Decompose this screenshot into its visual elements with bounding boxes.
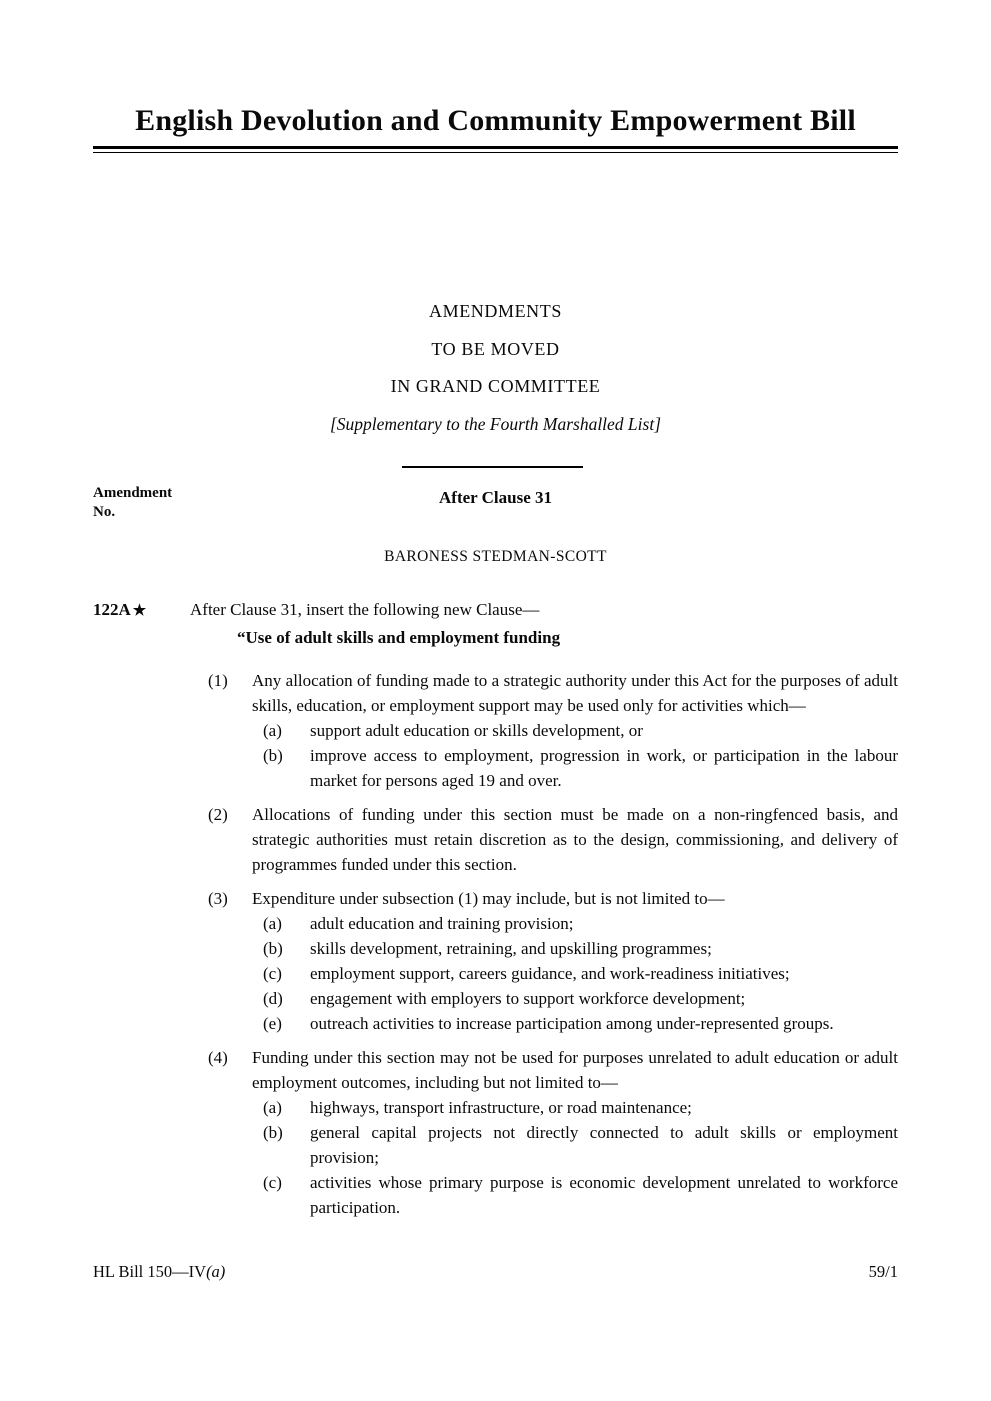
subsection-text: Allocations of funding under this section must be made on a non-ringfenced basis, and strategic authorities must retain discretion as to the design, commissioning, and delivery of programmes funded under this section. bbox=[252, 805, 898, 874]
amendment-line bbox=[93, 600, 539, 620]
subsection-number: (3) bbox=[208, 889, 228, 908]
item-number: (b) bbox=[263, 939, 283, 958]
list-item bbox=[252, 1120, 898, 1170]
bill-reference-text: HL Bill 150—IV bbox=[93, 1262, 207, 1281]
list-item bbox=[252, 1011, 898, 1036]
subsection-number: (4) bbox=[208, 1048, 228, 1067]
item-number: (c) bbox=[263, 964, 282, 983]
clause-title: “Use of adult skills and employment funding bbox=[237, 628, 561, 647]
list-item bbox=[252, 743, 898, 793]
item-text: outreach activities to increase participation among under-represented groups. bbox=[310, 1014, 834, 1033]
subsection-3 bbox=[93, 886, 898, 1036]
list-item bbox=[252, 911, 898, 936]
subsection-1 bbox=[93, 668, 898, 793]
page-footer bbox=[93, 1262, 898, 1282]
amendments-heading: AMENDMENTS bbox=[428, 301, 562, 321]
page-reference: 59/1 bbox=[868, 1262, 898, 1281]
item-number: (a) bbox=[263, 914, 282, 933]
list-item bbox=[252, 718, 898, 743]
item-number: (a) bbox=[263, 721, 282, 740]
item-text: highways, transport infrastructure, or road maintenance; bbox=[310, 1098, 692, 1117]
item-text: employment support, careers guidance, and work-readiness initiatives; bbox=[310, 964, 790, 983]
item-text: engagement with employers to support workforce development; bbox=[310, 989, 746, 1008]
item-number: (e) bbox=[263, 1014, 282, 1033]
item-text: adult education and training provision; bbox=[310, 914, 574, 933]
item-number: (b) bbox=[263, 1123, 283, 1142]
amendment-instruction: After Clause 31, insert the following new Clause— bbox=[190, 600, 540, 619]
item-number: (d) bbox=[263, 989, 283, 1008]
bill-reference-suffix: (a) bbox=[206, 1262, 226, 1281]
amendment-number-text: 122A bbox=[93, 600, 131, 619]
list-item bbox=[252, 961, 898, 986]
subsection-number: (2) bbox=[208, 805, 228, 824]
amendment-no-label-line1: Amendment bbox=[93, 485, 173, 501]
mover-name: BARONESS STEDMAN-SCOTT bbox=[384, 548, 607, 565]
after-clause-heading: After Clause 31 bbox=[439, 488, 552, 507]
title-double-rule bbox=[93, 146, 898, 153]
separator-rule bbox=[402, 466, 583, 468]
item-text: general capital projects not directly connected to adult skills or employment provision; bbox=[310, 1123, 898, 1167]
item-text: improve access to employment, progression in work, or participation in the labour market for persons aged 19 and over. bbox=[310, 746, 898, 790]
subsection-text: Funding under this section may not be used for purposes unrelated to adult education or adult employment outcomes, including but not limited to— bbox=[252, 1048, 898, 1092]
bill-reference bbox=[93, 1262, 225, 1282]
subsection-number: (1) bbox=[208, 671, 228, 690]
subsection-text: Expenditure under subsection (1) may include, but is not limited to— bbox=[252, 889, 725, 908]
item-number: (b) bbox=[263, 746, 283, 765]
item-text: skills development, retraining, and upskilling programmes; bbox=[310, 939, 712, 958]
subsection-4 bbox=[93, 1045, 898, 1220]
to-be-moved-heading: TO BE MOVED bbox=[431, 339, 560, 359]
marshalled-list-note: [Supplementary to the Fourth Marshalled List] bbox=[329, 414, 662, 434]
star-icon: ★ bbox=[132, 603, 147, 619]
item-number: (a) bbox=[263, 1098, 282, 1117]
item-number: (c) bbox=[263, 1173, 282, 1192]
item-text: activities whose primary purpose is economic development unrelated to workforce participation. bbox=[310, 1173, 898, 1217]
subsection-text: Any allocation of funding made to a strategic authority under this Act for the purposes of adult skills, education, or employment support may be used only for activities which— bbox=[252, 671, 898, 715]
bill-title: English Devolution and Community Empowerment Bill bbox=[135, 104, 856, 137]
amendment-number bbox=[93, 600, 190, 620]
amendment-no-label-line2: No. bbox=[93, 504, 116, 520]
list-item bbox=[252, 986, 898, 1011]
item-text: support adult education or skills development, or bbox=[310, 721, 643, 740]
list-item bbox=[252, 1095, 898, 1120]
grand-committee-heading: IN GRAND COMMITTEE bbox=[390, 376, 601, 396]
clause-body bbox=[93, 668, 898, 1220]
list-item bbox=[252, 936, 898, 961]
list-item bbox=[252, 1170, 898, 1220]
subsection-2 bbox=[93, 802, 898, 877]
